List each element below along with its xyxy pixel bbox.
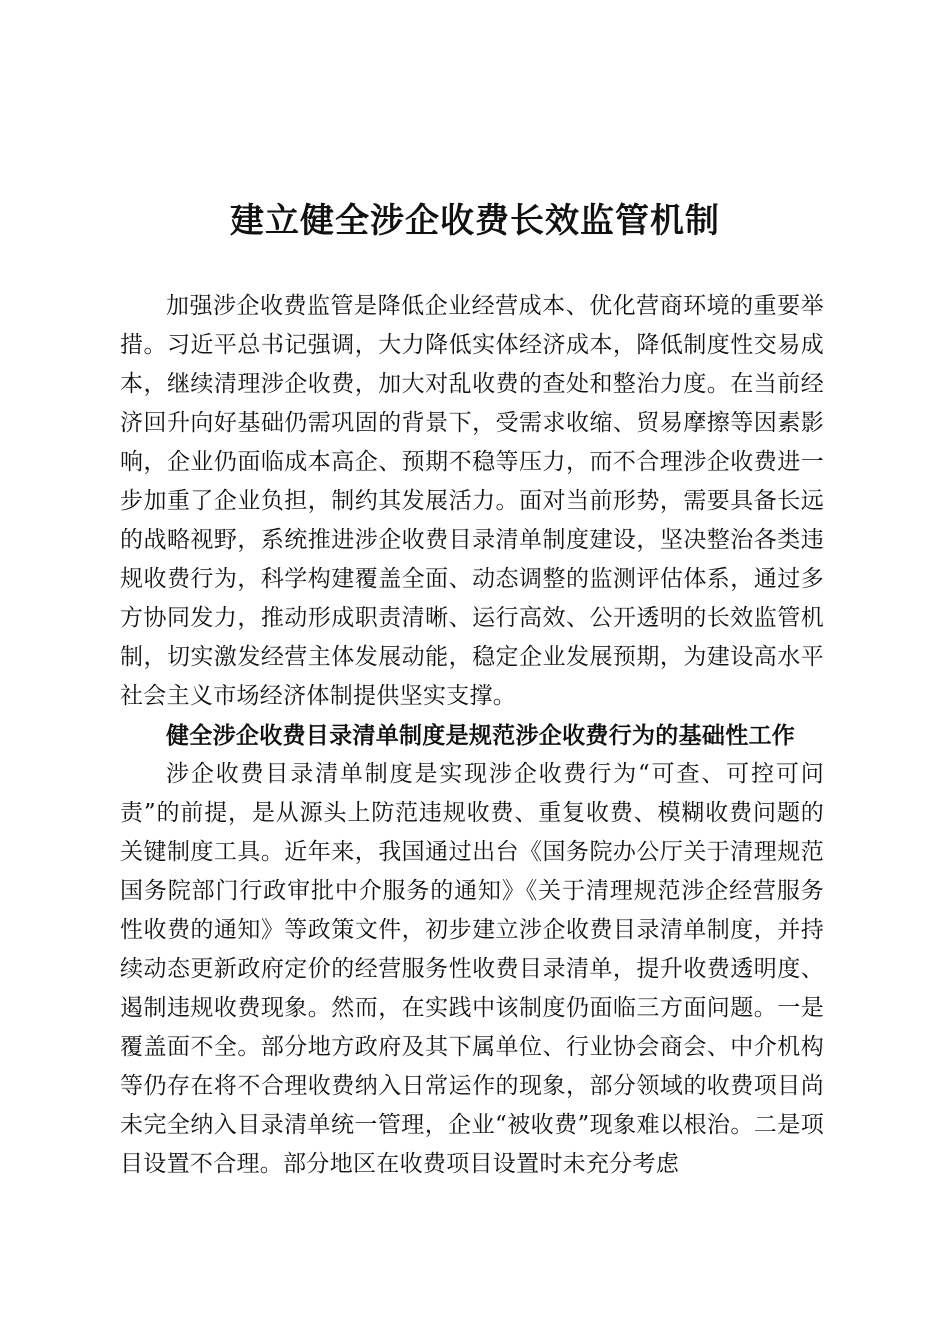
section-paragraph: 涉企收费目录清单制度是实现涉企收费行为“可查、可控可问责”的前提，是从源头上防范违规收费、重复收费、模糊收费问题的关键制度工具。近年来，我国通过出台《国务院办公厅关于清理规范国务院部门行政审批中介服务的通知》《关于清理规范涉企经营服务性收费的通知》等政策文件，初步建立涉企收费目录清单制度，并持续动态更新政府定价的经营服务性收费目录清单，提升收费透明度、遏制违规收费现象。然而，在实践中该制度仍面临三方面问题。一是覆盖面不全。部分地方政府及其下属单位、行业协会商会、中介机构等仍存在将不合理收费纳入日常运作的现象，部分领域的收费项目尚未完全纳入目录清单统一管理，企业“被收费”现象难以根治。二是项目设置不合理。部分地区在收费项目设置时未充分考虑 bbox=[120, 761, 824, 1177]
document-title: 建立健全涉企收费长效监管机制 bbox=[230, 201, 720, 241]
document-body bbox=[120, 287, 824, 1184]
section-heading: 健全涉企收费目录清单制度是规范涉企收费行为的基础性工作 bbox=[166, 722, 796, 749]
intro-paragraph: 加强涉企收费监管是降低企业经营成本、优化营商环境的重要举措。习近平总书记强调，大力降低实体经济成本，降低制度性交易成本，继续清理涉企收费，加大对乱收费的查处和整治力度。在当前经济回升向好基础仍需巩固的背景下，受需求收缩、贸易摩擦等因素影响，企业仍面临成本高企、预期不稳等压力，而不合理涉企收费进一步加重了企业负担，制约其发展活力。面对当前形势，需要具备长远的战略视野，系统推进涉企收费目录清单制度建设，坚决整治各类违规收费行为，科学构建覆盖全面、动态调整的监测评估体系，通过多方协同发力，推动形成职责清晰、运行高效、公开透明的长效监管机制，切实激发经营主体发展动能，稳定企业发展预期，为建设高水平社会主义市场经济体制提供坚实支撑。 bbox=[120, 293, 824, 709]
